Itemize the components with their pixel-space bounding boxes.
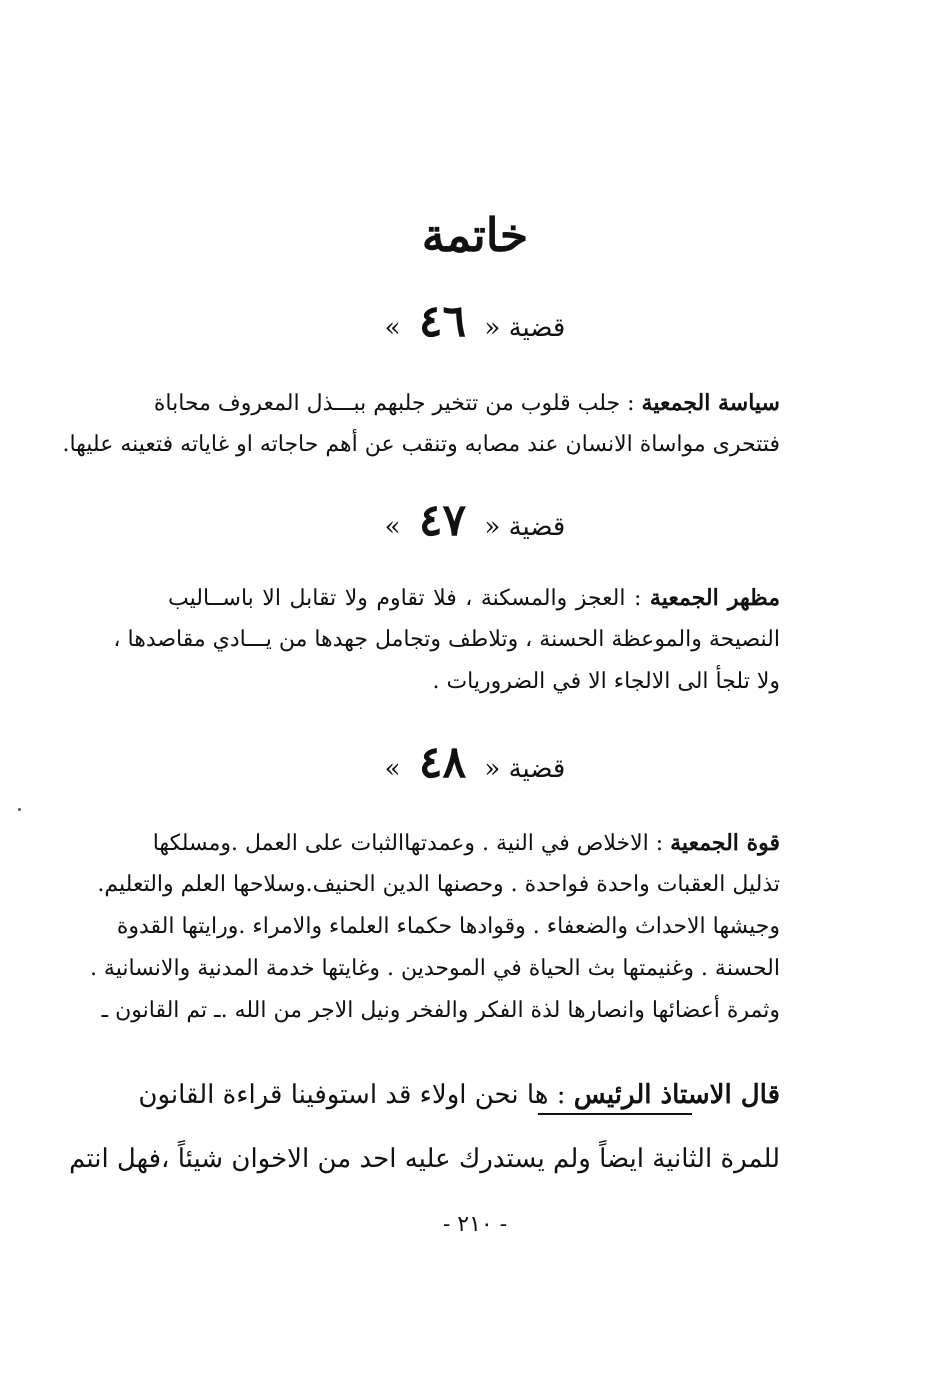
close-quote: »	[384, 313, 401, 343]
chapter-title: خاتمة	[421, 208, 529, 262]
open-quote: «	[484, 512, 501, 542]
term-label: مظهر الجمعية	[649, 585, 780, 611]
closing-text	[69, 1063, 780, 1191]
term-label: سياسة الجمعية	[641, 390, 780, 416]
paragraph-line: قال الاستاذ الرئيس : ها نحن اولاء قد استوفينا قراءة القانون	[138, 1080, 780, 1110]
case-48-heading	[0, 737, 950, 789]
speaker-label: قال الاستاذ الرئيس	[573, 1080, 780, 1110]
close-quote: »	[384, 754, 401, 784]
paragraph-line: فتتحرى مواساة الانسان عند مصابه وتنقب عن أهم حاجاته او غاياته فتعينه عليها.	[62, 432, 780, 457]
margin-speck	[18, 808, 21, 811]
case-number: ٤٦	[418, 296, 467, 347]
case-48-text	[89, 822, 780, 1032]
term-label: قوة الجمعية	[670, 830, 780, 856]
page-number: - ٢١٠ -	[442, 1212, 508, 1237]
close-quote: »	[384, 512, 401, 542]
paragraph-line: سياسة الجمعية : جلب قلوب من تتخير جلبهم ببـــذل المعروف محاباة	[153, 390, 780, 416]
paragraph-line: وثمرة أعضائها وانصارها لذة الفكر والفخر ونيل الاجر من الله .ـ تم القانون ـ	[101, 998, 780, 1023]
case-label: قضية	[508, 512, 566, 542]
paragraph-line: مظهر الجمعية : العجز والمسكنة ، فلا تقاوم ولا تقابل الا باســاليب	[168, 585, 780, 611]
paragraph-line: النصيحة والموعظة الحسنة ، وتلاطف وتجامل جهدها من يـــادي مقاصدها ،	[113, 627, 780, 652]
open-quote: «	[484, 754, 501, 784]
case-47-heading	[0, 495, 950, 547]
case-label: قضية	[508, 754, 566, 784]
case-number: ٤٨	[418, 737, 467, 788]
paragraph-line: وجيشها الاحداث والضعفاء . وقوادها حكماء العلماء والامراء .ورايتها القدوة	[116, 914, 780, 939]
case-46-text	[62, 382, 780, 466]
paragraph-line: للمرة الثانية ايضاً ولم يستدرك عليه احد من الاخوان شيئاً ،فهل انتم	[69, 1144, 780, 1174]
paragraph-line: تذليل العقبات واحدة فواحدة . وحصنها الدين الحنيف.وسلاحها العلم والتعليم.	[97, 872, 780, 897]
case-label: قضية	[508, 313, 566, 343]
case-47-text	[113, 577, 780, 703]
paragraph-line: الحسنة . وغنيمتها بث الحياة في الموحدين . وغايتها خدمة المدنية والانسانية .	[89, 956, 780, 981]
paragraph-line: ولا تلجأ الى الالجاء الا في الضروريات .	[432, 669, 780, 694]
case-46-heading	[0, 296, 950, 348]
speaker-underline	[538, 1113, 692, 1115]
paragraph-line: قوة الجمعية : الاخلاص في النية . وعمدتهاالثبات على العمل .ومسلكها	[152, 830, 780, 856]
open-quote: «	[484, 313, 501, 343]
case-number: ٤٧	[418, 495, 467, 546]
